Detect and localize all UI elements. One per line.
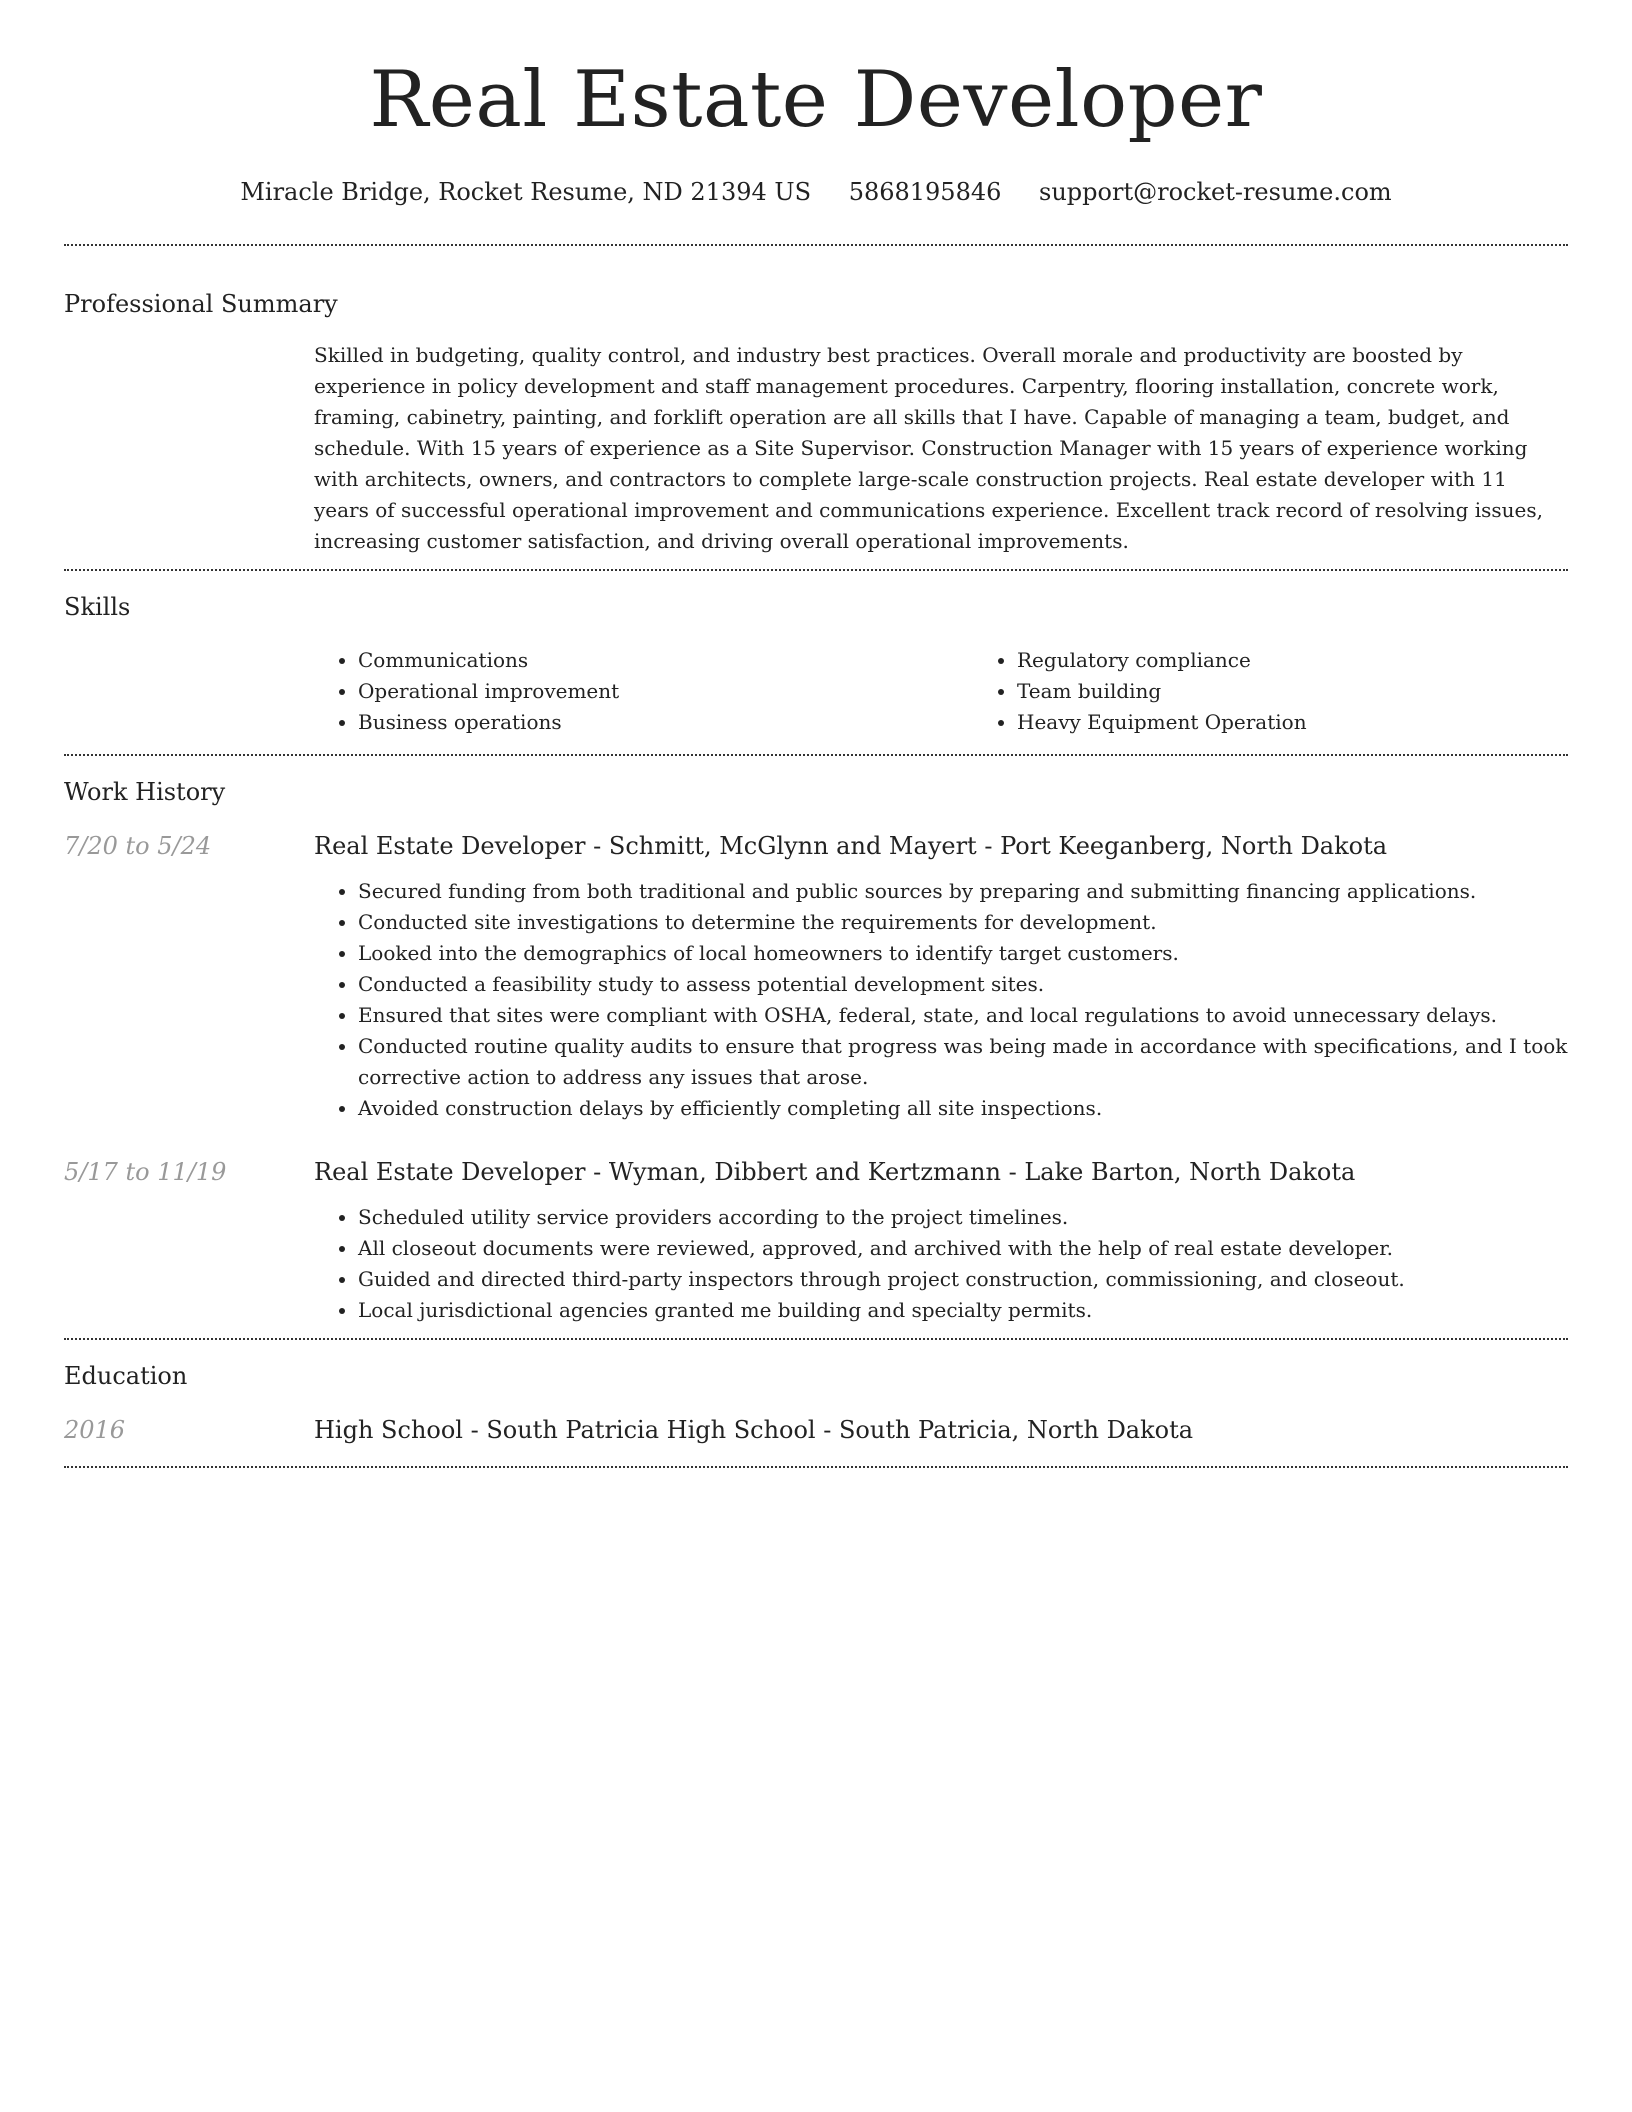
job-details [314,830,1568,1124]
skills-row [64,645,1568,754]
job-bullets [314,1202,1568,1326]
work-history-section [64,756,1568,1338]
job-bullet: • Guided and directed third-party inspectors through project construction, commissioning, and closeout. [358,1264,1568,1295]
job-bullet: • Looked into the demographics of local homeowners to identify target customers. [358,938,1568,969]
skill-item: • Operational improvement [358,676,973,707]
job-entry [64,1156,1568,1338]
job-bullet: • Ensured that sites were compliant with OSHA, federal, state, and local regulations to avoid unnecessary delays. [358,1000,1568,1031]
job-bullet: • Secured funding from both traditional and public sources by preparing and submitting financing applications. [358,876,1568,907]
skill-item: • Team building [1017,676,1632,707]
contact-address: Miracle Bridge, Rocket Resume, ND 21394 US [240,178,812,206]
professional-summary-section [64,246,1568,569]
skill-item: • Business operations [358,707,973,738]
section-title-work: Work History [64,778,226,806]
job-entry [64,830,1568,1156]
summary-row [64,342,1568,569]
skills-list-right [973,645,1632,738]
job-heading: Real Estate Developer - Schmitt, McGlynn and Mayert - Port Keeganberg, North Dakota [314,832,1388,860]
contact-phone: 5868195846 [848,178,1002,206]
section-title-skills: Skills [64,593,131,621]
job-bullet: • Conducted routine quality audits to ensure that progress was being made in accordance with specifications, and I took corrective action to address any issues that arose. [358,1031,1568,1093]
section-divider [64,1466,1568,1468]
job-bullet: • Local jurisdictional agencies granted me building and specialty permits. [358,1295,1568,1326]
job-dates: 7/20 to 5/24 [64,832,212,860]
contact-email: support@rocket-resume.com [1039,178,1392,206]
job-bullet: • Scheduled utility service providers according to the project timelines. [358,1202,1568,1233]
resume-header [64,0,1568,208]
education-section [64,1340,1568,1466]
contact-line [64,176,1568,208]
education-heading: High School - South Patricia High School - South Patricia, North Dakota [314,1416,1194,1444]
job-dates: 5/17 to 11/19 [64,1158,227,1186]
education-entry [64,1414,1568,1466]
education-year: 2016 [64,1416,126,1444]
section-title-summary: Professional Summary [64,290,338,318]
skills-section [64,571,1568,754]
skills-list-left [314,645,973,738]
skill-item: • Regulatory compliance [1017,645,1632,676]
job-details [314,1156,1568,1326]
job-bullet: • Conducted a feasibility study to assess potential development sites. [358,969,1568,1000]
job-heading: Real Estate Developer - Wyman, Dibbert and Kertzmann - Lake Barton, North Dakota [314,1158,1356,1186]
job-bullet: • All closeout documents were reviewed, approved, and archived with the help of real estate developer. [358,1233,1568,1264]
job-bullets [314,876,1568,1124]
section-title-education: Education [64,1362,188,1390]
skills-grid [314,645,1632,754]
skill-item: • Communications [358,645,973,676]
summary-body [314,342,1568,569]
job-bullet: • Avoided construction delays by efficiently completing all site inspections. [358,1093,1568,1124]
summary-text: Skilled in budgeting, quality control, and industry best practices. Overall morale and productivity are boosted by experience in policy development and staff management procedures. Carpentry, flooring installation, concrete work, framing, cabinetry, painting, and forklift operation are all skills that I have. Capable of managing a team, budget, and schedule. With 15 years of experience as a Site Supervisor. Construction Manager with 15 years of experience working with architects, owners, and contractors to complete large-scale construction projects. Real estate developer with 11 years of successful operational improvement and communications experience. Excellent track record of resolving issues, increasing customer satisfaction, and driving overall operational improvements. [314,343,1544,553]
job-bullet: • Conducted site investigations to determine the requirements for development. [358,907,1568,938]
skill-item: • Heavy Equipment Operation [1017,707,1632,738]
education-details [314,1414,1568,1446]
candidate-name: Real Estate Developer [369,55,1263,145]
resume-page [64,0,1568,1468]
